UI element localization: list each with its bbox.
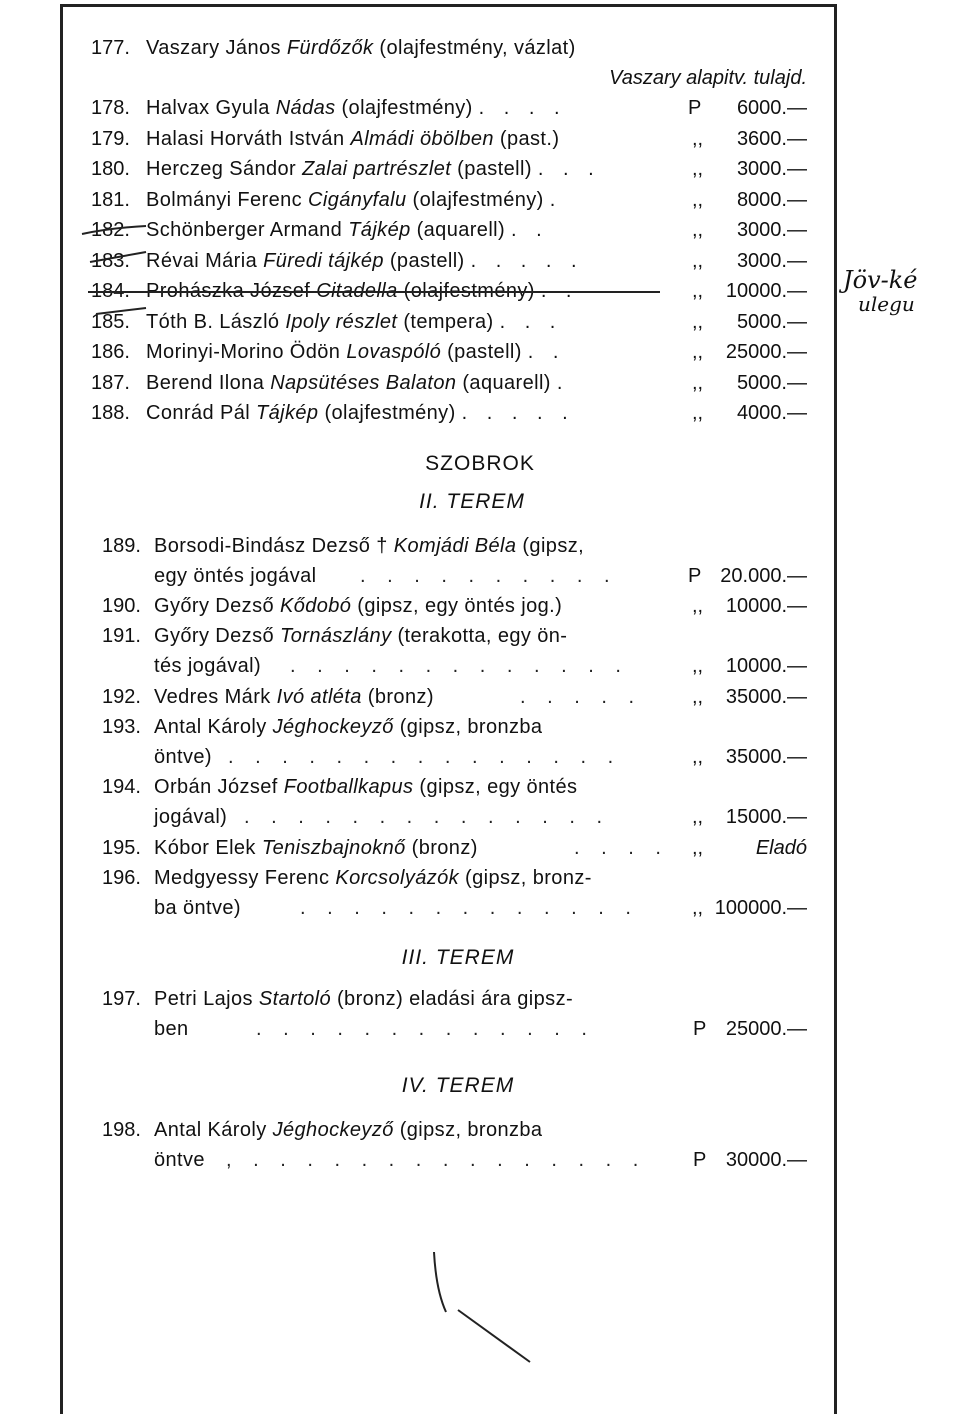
- artwork-title: Almádi öbölben: [350, 128, 494, 150]
- artist-name: Tóth B. László: [146, 311, 280, 333]
- artwork-medium: (gipsz, bronzba: [399, 716, 543, 738]
- price-prefix: ,,: [692, 595, 704, 617]
- price-prefix: ,,: [692, 128, 704, 150]
- artist-name: Győry Dezső: [154, 625, 274, 647]
- entry-number: 184.: [91, 280, 130, 302]
- entry-text: Révai Mária Füredi tájkép (pastell) . . . . .: [146, 250, 584, 272]
- price: 3000.—: [736, 219, 807, 241]
- price: 35000.—: [725, 686, 807, 708]
- price: 3600.—: [736, 128, 807, 150]
- entry-text-cont: jogával): [154, 806, 228, 828]
- artist-name: Orbán József: [154, 776, 278, 798]
- entry-number: 196.: [102, 867, 141, 889]
- entry-number: 190.: [102, 595, 141, 617]
- artwork-medium: (olajfestmény): [412, 189, 544, 211]
- price: Eladó: [755, 837, 807, 859]
- artwork-medium: (pastell): [447, 341, 522, 363]
- artwork-medium: (olajfestmény): [324, 402, 456, 424]
- entry-text-cont: egy öntés jogával: [154, 565, 317, 587]
- artist-name: Halasi Horváth István: [146, 128, 345, 150]
- price: 6000.—: [736, 97, 807, 119]
- entry-text: Halvax Gyula Nádas (olajfestmény) . . . .: [146, 97, 567, 119]
- price: 35000.—: [725, 746, 807, 768]
- artwork-medium: (pastell): [457, 158, 532, 180]
- artist-name: Medgyessy Ferenc: [154, 867, 330, 889]
- artist-name: Halvax Gyula: [146, 97, 270, 119]
- deceased-mark: †: [376, 535, 388, 557]
- artwork-medium: (olajfestmény): [341, 97, 473, 119]
- artwork-medium: (bronz): [367, 686, 434, 708]
- artist-name: Kóbor Elek: [154, 837, 256, 859]
- price-prefix: ,,: [692, 311, 704, 333]
- artwork-medium: (pastell): [389, 250, 465, 272]
- entry-number: 194.: [102, 776, 141, 798]
- price-prefix: ,,: [692, 219, 704, 241]
- price: 25000.—: [725, 341, 807, 363]
- artwork-title: Zalai partrészlet: [302, 158, 452, 180]
- handwritten-note-2: ulegu: [858, 292, 915, 316]
- artwork-title: Jéghockeyző: [272, 716, 394, 738]
- price: 20.000.—: [720, 565, 807, 587]
- price-prefix: ,,: [692, 897, 704, 919]
- price: 8000.—: [736, 189, 807, 211]
- price: 100000.—: [714, 897, 807, 919]
- entry-text: Herczeg Sándor Zalai partrészlet (pastell) . . .: [146, 158, 601, 180]
- entry-number: 178.: [91, 97, 130, 119]
- price: 3000.—: [736, 250, 807, 272]
- artwork-title: Lovaspóló: [346, 341, 442, 363]
- artwork-title: Tájkép: [348, 219, 411, 241]
- artwork-medium: (gipsz,: [522, 535, 585, 557]
- entry-number: 183.: [91, 250, 130, 272]
- entry-text-cont: öntve): [154, 746, 212, 768]
- artwork-title: Kődobó: [279, 595, 352, 617]
- room-heading-2: II. TEREM: [419, 490, 525, 513]
- price-prefix: ,,: [692, 746, 704, 768]
- price: 4000.—: [736, 402, 807, 424]
- price-prefix: P: [688, 97, 702, 119]
- artwork-title: Füredi tájkép: [263, 250, 384, 272]
- artwork-title: Cigányfalu: [308, 189, 407, 211]
- artwork-title: Nádas: [275, 97, 336, 119]
- artist-name: Vedres Márk: [154, 686, 271, 708]
- entry-number: 193.: [102, 716, 141, 738]
- dot-leader: . . . . . . . . . . . . . . .: [228, 746, 622, 768]
- artwork-title: Tájkép: [256, 402, 319, 424]
- entry-number: 186.: [91, 341, 130, 363]
- artwork-medium: (bronz): [411, 837, 478, 859]
- entry-number: 185.: [91, 311, 130, 333]
- artist-name: Győry Dezső: [154, 595, 274, 617]
- dot-leader: . . . . . . . . . . . . .: [300, 897, 639, 919]
- price-prefix: P: [688, 565, 702, 587]
- entry-number: 180.: [91, 158, 130, 180]
- dot-leader: . . . . .: [520, 686, 643, 708]
- artist-name: Morinyi-Morino Ödön: [146, 341, 341, 363]
- entry-number: 192.: [102, 686, 141, 708]
- entry-number: 191.: [102, 625, 141, 647]
- room-heading-3: III. TEREM: [401, 946, 515, 969]
- artist-name: Borsodi-Bindász Dezső: [154, 535, 371, 557]
- price-prefix: ,,: [692, 806, 704, 828]
- entry-number: 195.: [102, 837, 141, 859]
- dot-leader: . . . .: [574, 837, 669, 859]
- dot-leader: . . . . . . . . . . . . .: [290, 655, 629, 677]
- entry-number: 187.: [91, 372, 130, 394]
- entry-text: Berend Ilona Napsütéses Balaton (aquarell) .: [146, 372, 570, 394]
- price: 10000.—: [725, 655, 807, 677]
- entry-text: Schönberger Armand Tájkép (aquarell) . .: [146, 219, 549, 241]
- price-prefix: ,,: [692, 372, 704, 394]
- section-heading-sculptures: SZOBROK: [425, 452, 535, 475]
- artist-name: Révai Mária: [146, 250, 258, 272]
- artwork-medium: (aquarell): [462, 372, 551, 394]
- price-prefix: ,,: [692, 655, 704, 677]
- entry-text: Prohászka József Citadella (olajfestmény) . .: [146, 280, 579, 302]
- price: 10000.—: [725, 280, 807, 302]
- dot-leader: . . . . . . . . . . . . . .: [244, 806, 611, 828]
- price: 15000.—: [725, 806, 807, 828]
- artist-name: Schönberger Armand: [146, 219, 343, 241]
- entry-text-cont: ba öntve): [154, 897, 241, 919]
- price-prefix: ,,: [692, 158, 704, 180]
- entry-number: 182.: [91, 219, 130, 241]
- entry-number: 188.: [91, 402, 130, 424]
- artwork-title: Korcsolyázók: [335, 867, 460, 889]
- artwork-title: Ivó atléta: [276, 686, 362, 708]
- artwork-medium: (gipsz, egy öntés: [419, 776, 578, 798]
- entry-text: Conrád Pál Tájkép (olajfestmény) . . . . .: [146, 402, 575, 424]
- price: 5000.—: [736, 311, 807, 333]
- artwork-title: Footballkapus: [283, 776, 414, 798]
- entry-text: Tóth B. László Ipoly részlet (tempera) . . .: [146, 311, 563, 333]
- artwork-medium: (terakotta, egy ön-: [397, 625, 568, 647]
- artwork-title: Teniszbajnoknő: [261, 837, 406, 859]
- artist-name: Bolmányi Ferenc: [146, 189, 303, 211]
- entry-text: Bolmányi Ferenc Cigányfalu (olajfestmény) .: [146, 189, 563, 211]
- entry-number: 179.: [91, 128, 130, 150]
- artwork-title: Citadella: [316, 280, 398, 302]
- room-heading-4: IV. TEREM: [401, 1074, 515, 1097]
- price-prefix: ,,: [692, 686, 704, 708]
- artwork-medium: (past.): [499, 128, 560, 150]
- price-prefix: ,,: [692, 250, 704, 272]
- price-prefix: ,,: [692, 837, 704, 859]
- entry-text: Morinyi-Morino Ödön Lovaspóló (pastell) . .: [146, 341, 566, 363]
- artwork-medium: (tempera): [403, 311, 494, 333]
- entry-number: 181.: [91, 189, 130, 211]
- artist-name: Conrád Pál: [146, 402, 251, 424]
- artist-name: Berend Ilona: [146, 372, 265, 394]
- price: 3000.—: [736, 158, 807, 180]
- artist-name: Antal Károly: [154, 716, 267, 738]
- price: 10000.—: [725, 595, 807, 617]
- price-prefix: ,,: [692, 341, 704, 363]
- artwork-medium: (aquarell): [416, 219, 506, 241]
- dot-leader: . . . . . . . . . .: [360, 565, 618, 587]
- price-prefix: ,,: [692, 280, 704, 302]
- artwork-medium: (gipsz, bronz-: [465, 867, 592, 889]
- artwork-title: Ipoly részlet: [285, 311, 398, 333]
- artwork-title: Komjádi Béla: [393, 535, 517, 557]
- artwork-medium: (gipsz, egy öntés jog.): [357, 595, 563, 617]
- price: 5000.—: [736, 372, 807, 394]
- artist-name: Prohászka József: [146, 280, 311, 302]
- entry-text-cont: tés jogával): [154, 655, 262, 677]
- artist-name: Herczeg Sándor: [146, 158, 297, 180]
- artwork-title: Tornászlány: [279, 625, 392, 647]
- handwritten-note: Jöv-ké: [843, 266, 918, 294]
- entry-number: 189.: [102, 535, 141, 557]
- price-prefix: ,,: [692, 189, 704, 211]
- artwork-medium: (olajfestmény): [403, 280, 535, 302]
- artwork-title: Napsütéses Balaton: [270, 372, 457, 394]
- price-prefix: ,,: [692, 402, 704, 424]
